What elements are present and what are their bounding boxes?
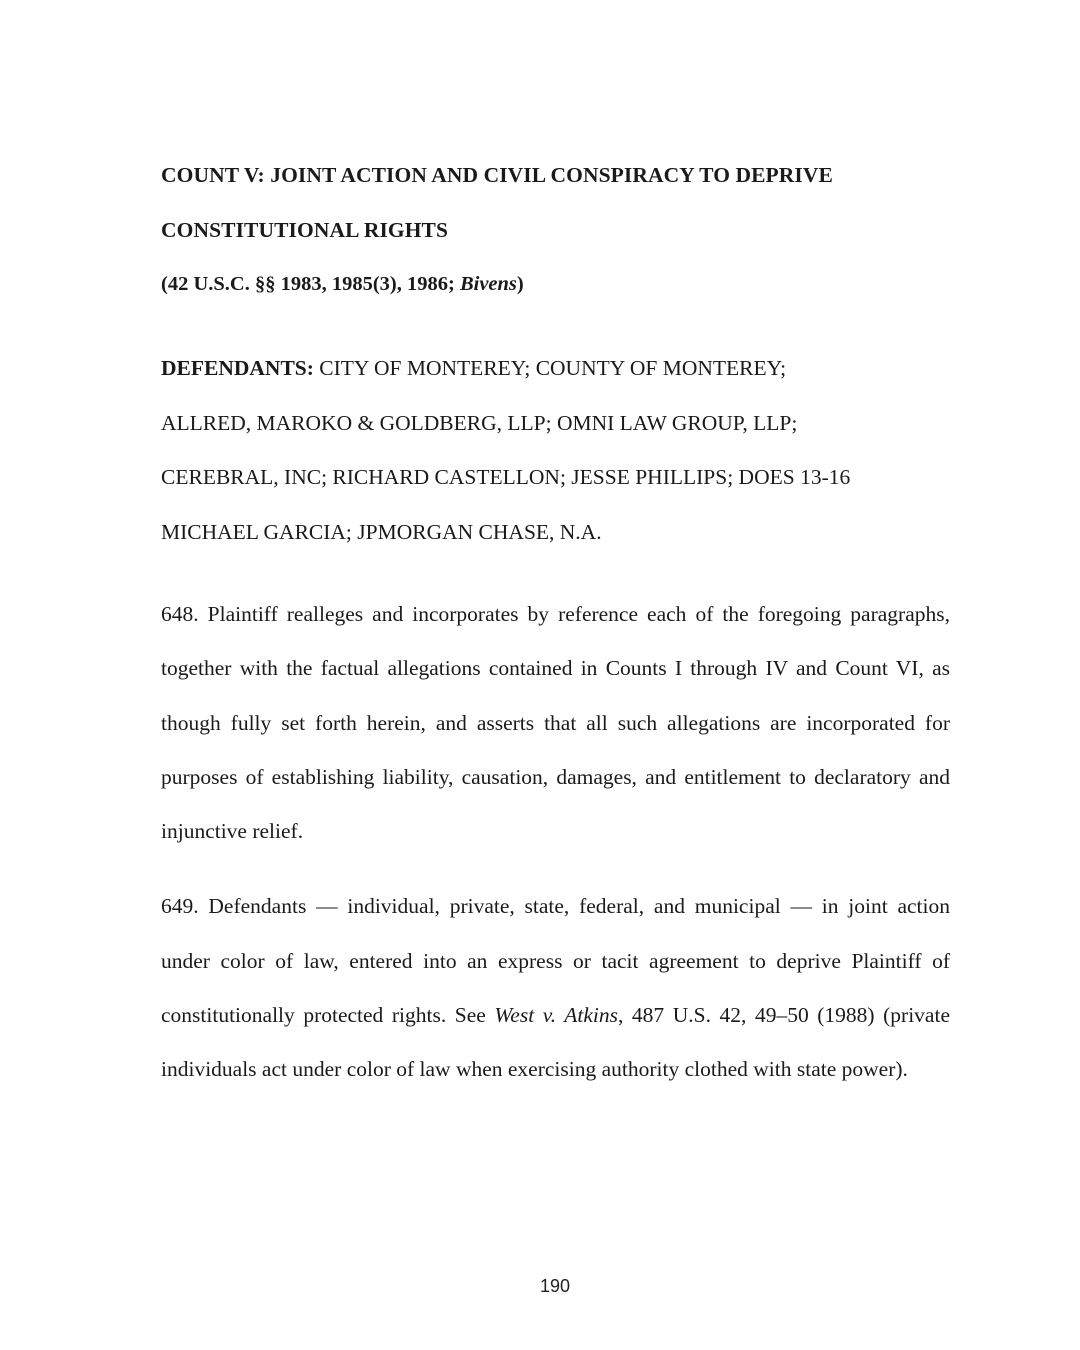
statute-citation bbox=[161, 264, 950, 304]
statute-case-name: Bivens bbox=[459, 273, 517, 295]
defendants-line-4: MICHAEL GARCIA; JPMORGAN CHASE, N.A. bbox=[161, 519, 602, 544]
defendants-label: DEFENDANTS: bbox=[161, 356, 314, 380]
page-content bbox=[161, 155, 950, 1097]
paragraph-648: 648. Plaintiff realleges and incorporates by reference each of the foregoing paragraphs, together with the factual allegations contained in Counts I through IV and Count VI, as though fully set forth herein, and asserts that all such allegations are incorporated for purposes of establishing liability, causation, damages, and entitlement to declaratory and injunctive relief. bbox=[161, 602, 950, 844]
page-number: 190 bbox=[539, 1276, 571, 1296]
count-heading-line-2: CONSTITUTIONAL RIGHTS bbox=[161, 217, 449, 242]
paragraph-649-text: 649. Defendants — individual, private, state, federal, and municipal — in joint action under color of law, entered into an express or tacit agreement to deprive Plaintiff of constitutionally protected rights. See bbox=[161, 894, 950, 1028]
count-heading-line-1: COUNT V: JOINT ACTION AND CIVIL CONSPIRACY TO DEPRIVE bbox=[161, 163, 833, 187]
statute-prefix: (42 U.S.C. §§ 1983, 1985(3), 1986; bbox=[161, 273, 460, 295]
spacer bbox=[161, 858, 950, 879]
case-citation-west-v-atkins: West v. Atkins bbox=[494, 1003, 618, 1028]
paragraph-649-text-end: , 487 U.S. 42, 49–50 (1988) (private individuals act under color of law when exercising authority clothed with state power). bbox=[161, 1003, 950, 1082]
defendants-text-1: CITY OF MONTEREY; COUNTY OF MONTEREY; bbox=[313, 356, 787, 380]
defendants-line-1 bbox=[161, 348, 950, 403]
paragraph-649 bbox=[161, 879, 950, 1096]
spacer bbox=[161, 566, 950, 587]
statute-suffix: ) bbox=[516, 273, 524, 295]
defendants-line-3: CEREBRAL, INC; RICHARD CASTELLON; JESSE PHILLIPS; DOES 13-16 bbox=[161, 465, 851, 489]
spacer bbox=[161, 304, 950, 348]
defendants-line-2: ALLRED, MAROKO & GOLDBERG, LLP; OMNI LAW GROUP, LLP; bbox=[161, 410, 798, 435]
